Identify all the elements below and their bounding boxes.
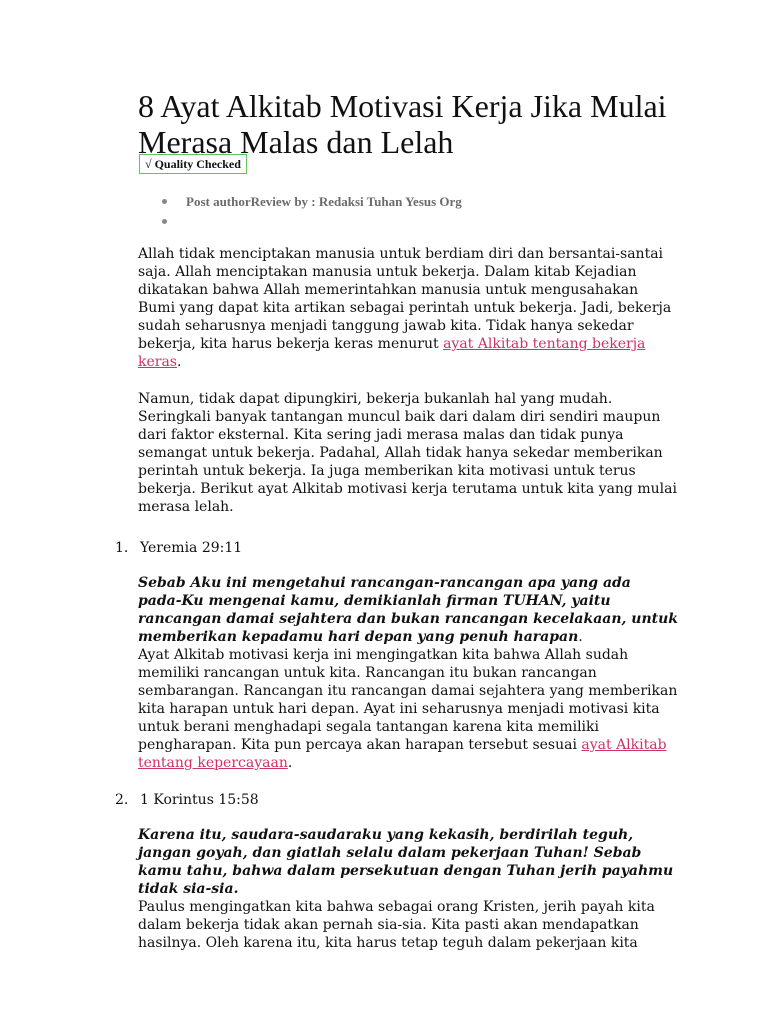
section-number-2: 2. (115, 792, 129, 808)
post-meta-empty-item (160, 212, 462, 232)
section-1-after: . (287, 755, 293, 771)
section-title-2: 1 Korintus 15:58 (140, 792, 259, 808)
quality-checked-badge: √ Quality Checked (139, 154, 247, 174)
bekerja-keras-link[interactable]: ayat Alkitab tentang bekerja keras (138, 336, 646, 370)
section-title-1: Yeremia 29:11 (140, 540, 243, 556)
section-heading-1 (115, 539, 415, 557)
intro-text: Allah tidak menciptakan manusia untuk berdiam diri dan bersantai-santai saja. Allah menciptakan manusia untuk bekerja. Dalam kitab Kejadian dikatakan bahwa Allah memerintahkan manusia untuk mengusahakan Bumi yang dapat kita artikan sebagai perintah untuk bekerja. Jadi, bekerja sudah seharusnya menjadi tanggung jawab kita. Tidak hanya sekedar bekerja, kita harus bekerja keras menurut (138, 246, 672, 352)
section-heading-2 (115, 791, 415, 809)
post-author-item: Post authorReview by : Redaksi Tuhan Yesus Org (160, 192, 462, 212)
bible-quote-2: Karena itu, saudara-saudaraku yang kekasih, berdirilah teguh, jangan goyah, dan giatlah selalu dalam pekerjaan Tuhan! Sebab kamu tahu, bahwa dalam persekutuan dengan Tuhan jerih payahmu tidak sia-sia. (138, 827, 674, 897)
post-meta-list (160, 192, 462, 232)
section-1-content (138, 574, 678, 772)
intro-paragraph (138, 245, 678, 371)
section-number-1: 1. (115, 540, 129, 556)
section-2-body: Paulus mengingatkan kita bahwa sebagai orang Kristen, jerih payah kita dalam bekerja tidak akan pernah sia-sia. Kita pasti akan mendapatkan hasilnya. Oleh karena itu, kita harus tetap teguh dalam pekerjaan kita (138, 899, 655, 951)
article-title: 8 Ayat Alkitab Motivasi Kerja Jika Mulai Merasa Malas dan Lelah (138, 88, 667, 160)
second-paragraph: Namun, tidak dapat dipungkiri, bekerja bukanlah hal yang mudah. Seringkali banyak tantangan muncul baik dari dalam diri sendiri maupun dari faktor eksternal. Kita sering jadi merasa malas dan tidak punya semangat untuk bekerja. Padahal, Allah tidak hanya sekedar memberikan perintah untuk bekerja. Ia juga memberikan kita motivasi untuk terus bekerja. Berikut ayat Alkitab motivasi kerja terutama untuk kita yang mulai merasa lelah. (138, 391, 677, 515)
kepercayaan-link[interactable]: ayat Alkitab tentang kepercayaan (138, 737, 667, 771)
section-2-content (138, 826, 678, 952)
bible-quote-1: Sebab Aku ini mengetahui rancangan-rancangan apa yang ada pada-Ku mengenai kamu, demikianlah firman TUHAN, yaitu rancangan damai sejahtera dan bukan rancangan kecelakaan, untuk memberikan kepadamu hari depan yang penuh harapan (138, 575, 678, 645)
section-1-body: Ayat Alkitab motivasi kerja ini mengingatkan kita bahwa Allah sudah memiliki rancangan untuk kita. Rancangan itu bukan rancangan sembarangan. Rancangan itu rancangan damai sejahtera yang memberikan kita harapan untuk hari depan. Ayat ini seharusnya menjadi motivasi kita untuk berani menghadapi segala tantangan karena kita memiliki pengharapan. Kita pun percaya akan harapan tersebut sesuai (138, 647, 678, 753)
bible-quote-1-end: . (578, 629, 583, 645)
intro-after: . (177, 354, 182, 370)
